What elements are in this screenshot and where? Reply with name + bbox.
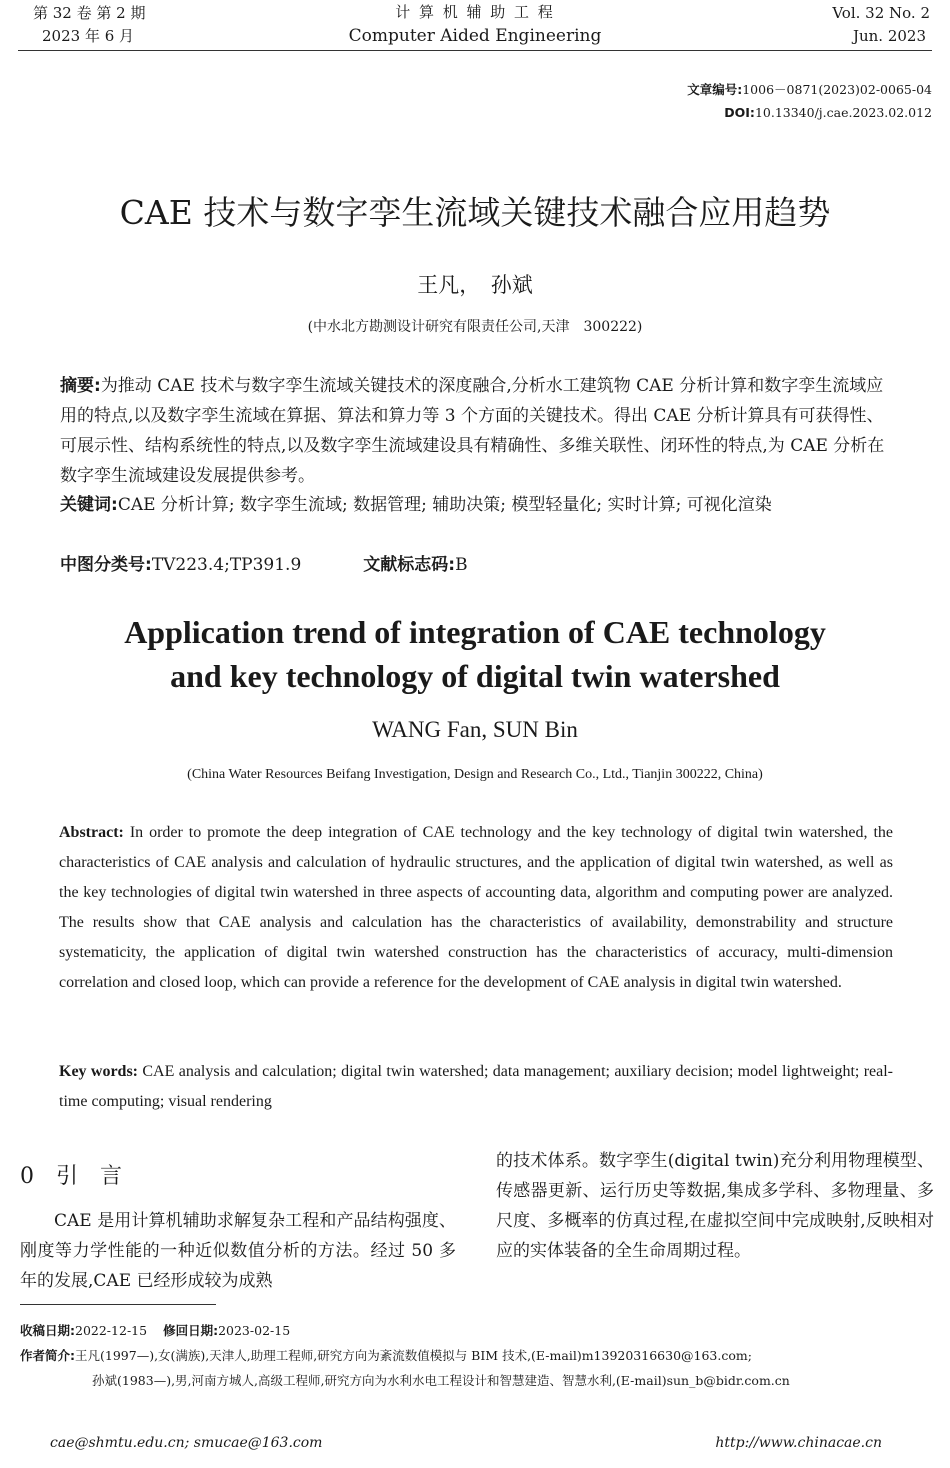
article-number-label: 文章编号: (687, 82, 743, 97)
header-volume-en: Vol. 32 No. 2 (832, 4, 930, 22)
keywords-en (59, 1057, 893, 1117)
header-volume-cn: 第 32 卷 第 2 期 (33, 4, 146, 22)
keywords-cn (60, 490, 896, 520)
received-label: 收稿日期: (20, 1323, 75, 1338)
classification (60, 550, 896, 580)
received-dates (20, 1320, 290, 1342)
abstract-en-text: In order to promote the deep integration of CAE technology and the key technology of digital twin watershed, the characteristics of CAE analysis and calculation of hydraulic structures, and the application of digital twin watershed, as well as the key technologies of digital twin watershed in three aspects of accounting data, algorithm and computing power are analyzed. The results show that CAE analysis and calculation has the characteristics of availability, demonstrability and structure systematicity, the application of digital twin watershed construction has the characteristics of accuracy, multi-dimension correlation and closed loop, which can provide a reference for the development of CAE analysis in digital twin watershed. (59, 824, 894, 991)
footnote-rule (20, 1304, 216, 1305)
authors-cn: 王凡， 孙斌 (417, 273, 533, 297)
author-bio-1 (20, 1345, 932, 1367)
revised-date: 2023-02-15 (218, 1323, 291, 1338)
article-number-value: 1006－0871(2023)02-0065-04 (742, 82, 932, 97)
clc-value: TV223.4;TP391.9 (151, 555, 302, 575)
affiliation-cn: (中水北方勘测设计研究有限责任公司,天津 300222) (307, 319, 643, 335)
section-heading-introduction: 0 引 言 (20, 1164, 122, 1189)
keywords-en-label: Key words: (59, 1063, 139, 1080)
header-date-en: Jun. 2023 (852, 27, 926, 45)
intro-left-column: CAE 是用计算机辅助求解复杂工程和产品结构强度、刚度等力学性能的一种近似数值分析的方法。经过 50 多年的发展,CAE 已经形成较为成熟 (20, 1211, 456, 1291)
doi-value: 10.13340/j.cae.2023.02.012 (754, 105, 932, 120)
authors-en: WANG Fan, SUN Bin (372, 717, 578, 742)
keywords-cn-text: CAE 分析计算; 数字孪生流域; 数据管理; 辅助决策; 模型轻量化; 实时计算; 可视化渲染 (117, 495, 772, 515)
footer-emails: cae@shmtu.edu.cn; smucae@163.com (50, 1435, 323, 1451)
header-journal-cn: 计 算 机 辅 助 工 程 (395, 3, 555, 21)
title-en-line2: and key technology of digital twin watershed (170, 658, 780, 694)
received-date: 2022-12-15 (75, 1323, 148, 1338)
header-date-cn: 2023 年 6 月 (42, 27, 135, 45)
header-journal-en: Computer Aided Engineering (348, 26, 602, 46)
header-rule (18, 50, 932, 51)
abstract-en (59, 818, 893, 997)
abstract-cn (60, 371, 896, 491)
clc-label: 中图分类号: (60, 555, 152, 575)
footer-website: http://www.chinacae.cn (715, 1435, 882, 1451)
affiliation-en: (China Water Resources Beifang Investigation, Design and Research Co., Ltd., Tianjin 300222, China) (187, 767, 763, 782)
title-en-line1: Application trend of integration of CAE technology (124, 614, 826, 650)
doc-code-label: 文献标志码: (363, 555, 456, 575)
doi (724, 103, 932, 123)
bio-1-text: 王凡(1997—),女(满族),天津人,助理工程师,研究方向为紊流数值模拟与 BIM 技术,(E-mail)m13920316630@163.com; (75, 1348, 752, 1363)
keywords-cn-label: 关键词: (60, 495, 118, 515)
abstract-cn-text: 为推动 CAE 技术与数字孪生流域关键技术的深度融合,分析水工建筑物 CAE 分析计算和数字孪生流域应用的特点,以及数字孪生流域在算据、算法和算力等 3 个方面的关键技术。得出 CAE 分析计算具有可获得性、可展示性、结构系统性的特点,以及数字孪生流域建设具有精确性、多维关联性、闭环性的特点,为 CAE 分析在数字孪生流域建设发展提供参考。 (60, 376, 885, 486)
abstract-cn-label: 摘要: (60, 376, 101, 396)
doc-code-value: B (455, 555, 468, 575)
bio-label: 作者简介: (20, 1348, 75, 1363)
intro-right-column: 的技术体系。数字孪生(digital twin)充分利用物理模型、传感器更新、运行历史等数据,集成多学科、多物理量、多尺度、多概率的仿真过程,在虚拟空间中完成映射,反映相对应的实体装备的全生命周期过程。 (496, 1151, 934, 1261)
keywords-en-text: CAE analysis and calculation; digital twin watershed; data management; auxiliary decision; model lightweight; real-time computing; visual rendering (59, 1063, 894, 1110)
title-en (0, 610, 950, 698)
abstract-en-label: Abstract: (59, 824, 124, 841)
article-number (687, 80, 932, 100)
doi-label: DOI: (724, 105, 755, 120)
title-cn: CAE 技术与数字孪生流域关键技术融合应用趋势 (119, 193, 831, 232)
revised-label: 修回日期: (163, 1323, 219, 1338)
author-bio-2: 孙斌(1983—),男,河南方城人,高级工程师,研究方向为水利水电工程设计和智慧建造、智慧水利,(E-mail)sun_b@bidr.com.cn (92, 1373, 790, 1388)
